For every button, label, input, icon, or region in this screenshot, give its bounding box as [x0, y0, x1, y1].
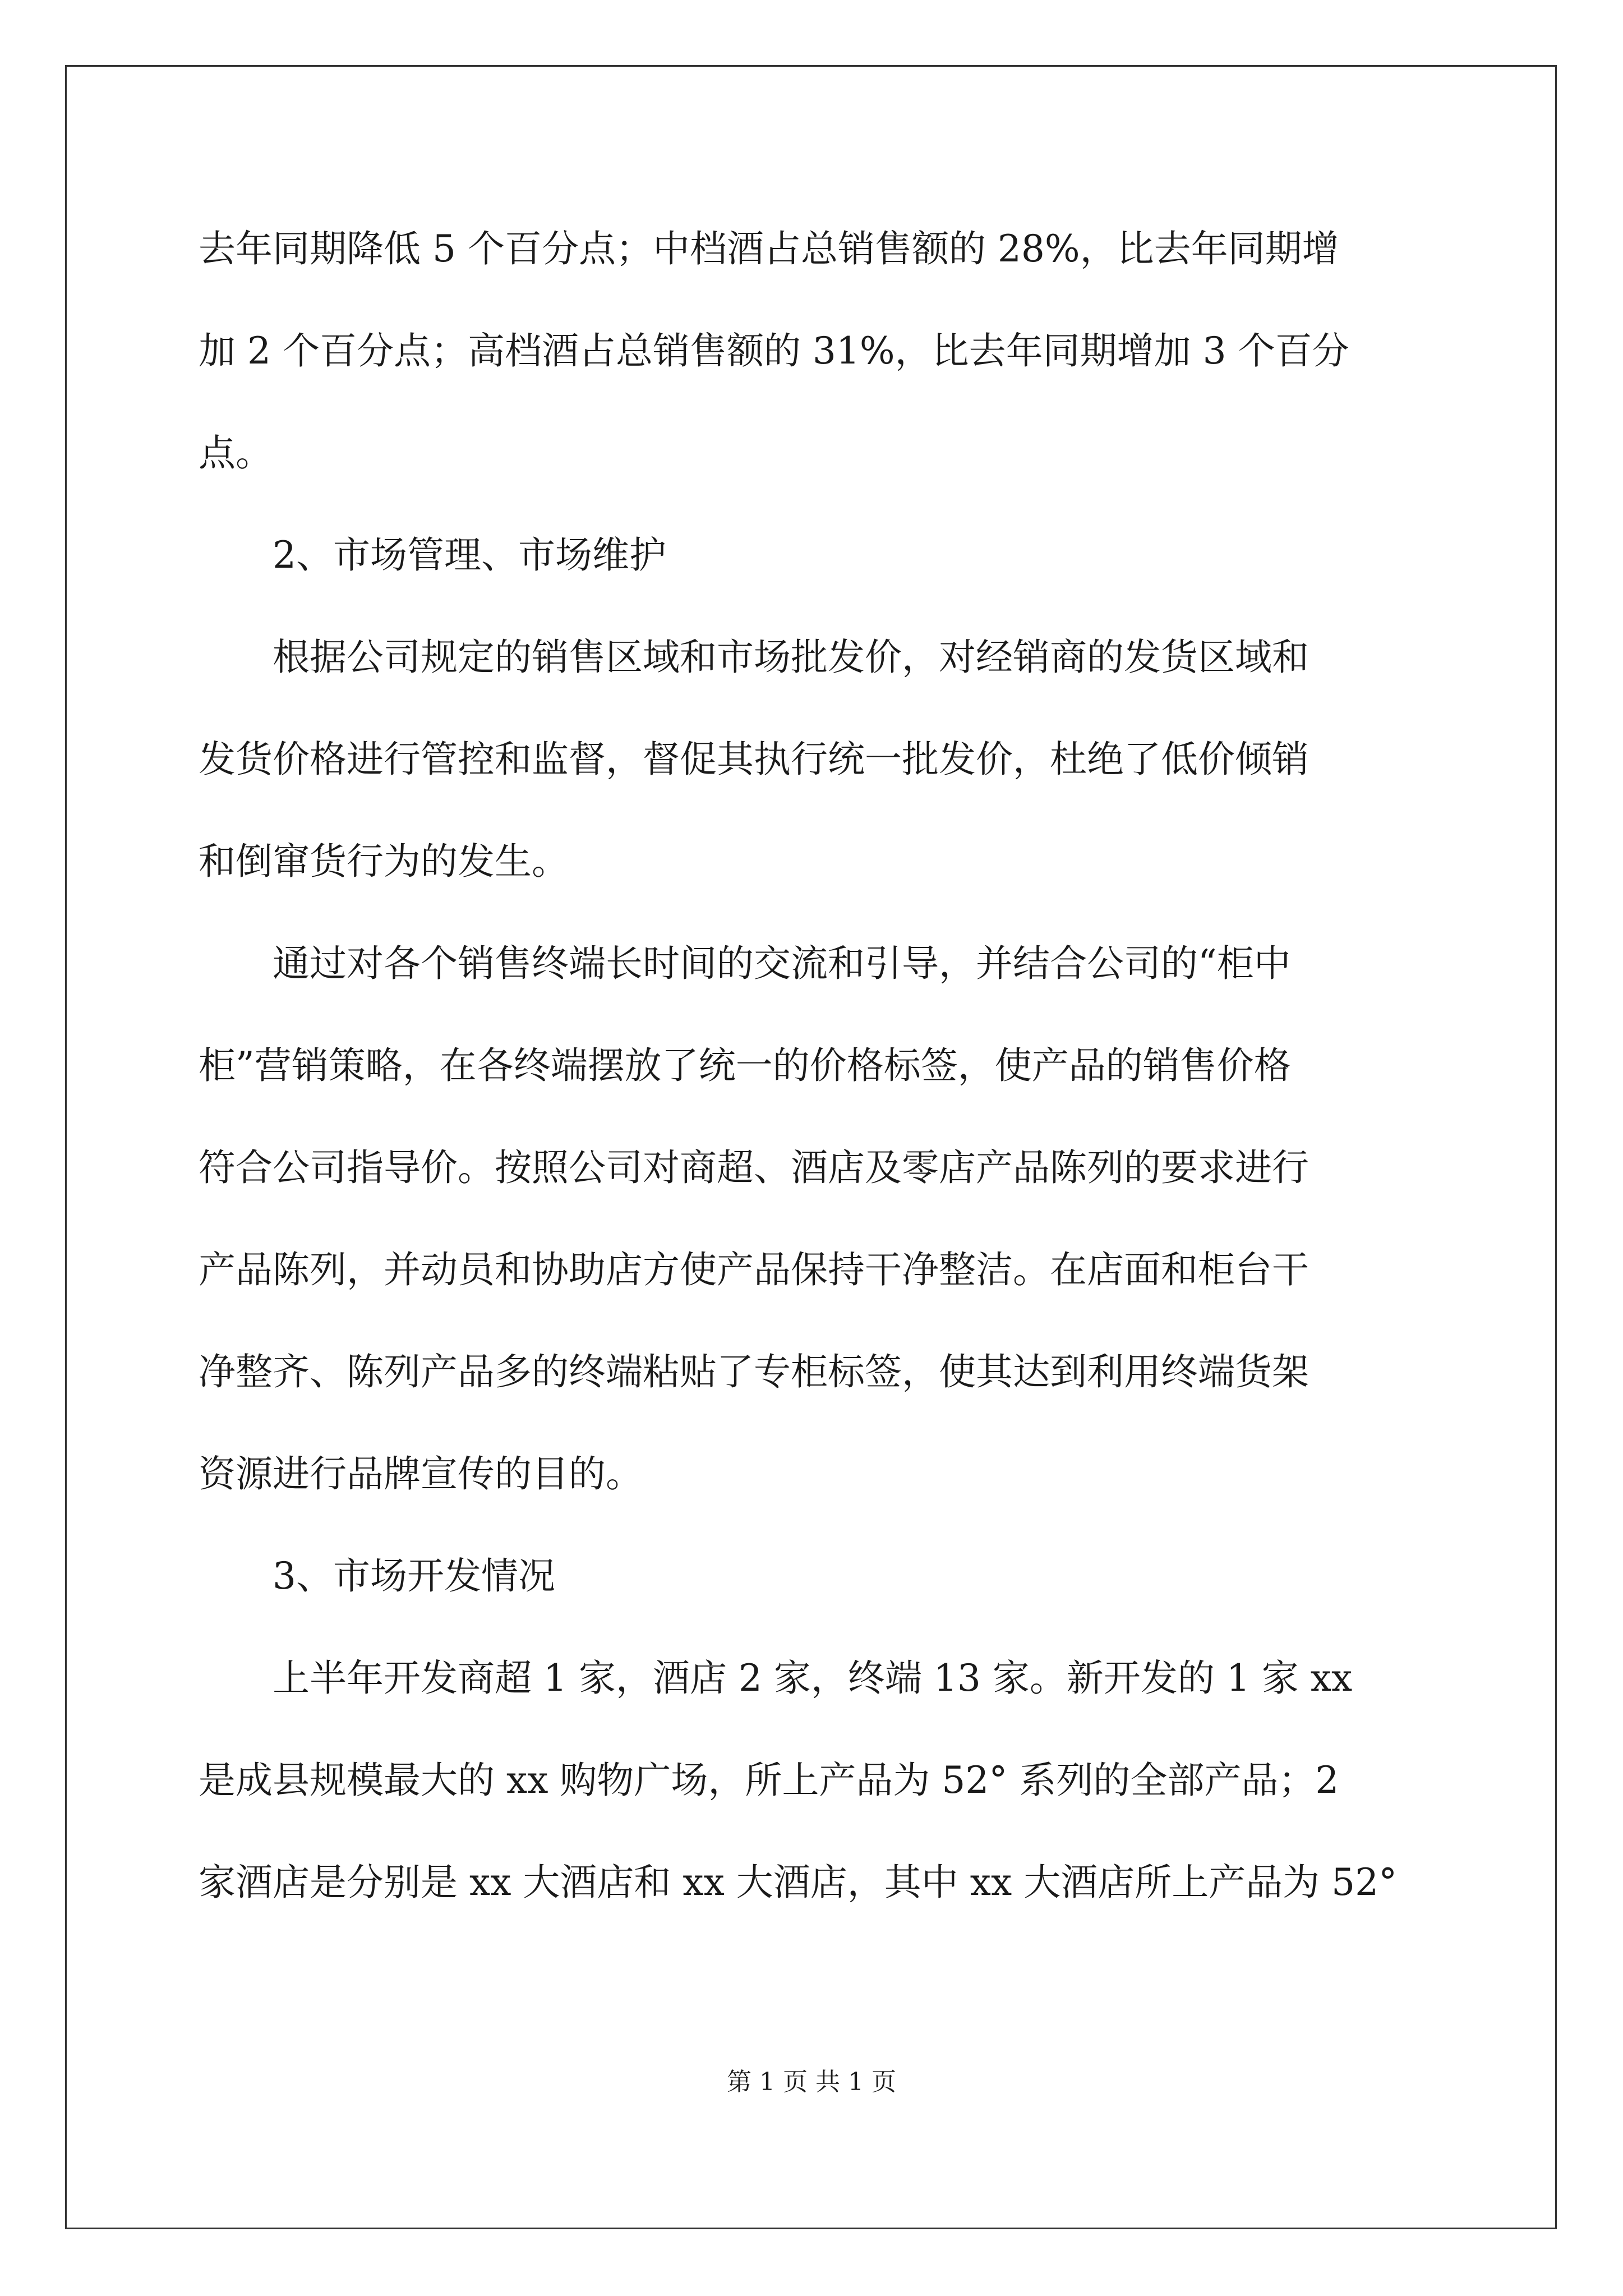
text-line-5: 根据公司规定的销售区域和市场批发价，对经销商的发货区域和 [273, 636, 1309, 679]
text-line-11: 产品陈列，并动员和协助店方使产品保持干净整洁。在店面和柜台干 [199, 1248, 1309, 1291]
text-line-6: 发货价格进行管控和监督，督促其执行统一批发价，杜绝了低价倾销 [199, 738, 1309, 781]
text-line-13: 资源进行品牌宣传的目的。 [199, 1452, 643, 1496]
text-line-2: 加 2 个百分点；高档酒占总销售额的 31%，比去年同期增加 3 个百分 [199, 329, 1349, 372]
section-heading-2: 2、市场管理、市场维护 [273, 533, 666, 577]
text-line-3: 点。 [199, 431, 273, 475]
text-line-7: 和倒窜货行为的发生。 [199, 840, 569, 883]
text-line-17: 家酒店是分别是 xx 大酒店和 xx 大酒店，其中 xx 大酒店所上产品为 52° [199, 1861, 1398, 1904]
text-line-16: 是成县规模最大的 xx 购物广场，所上产品为 52° 系列的全部产品；2 [199, 1759, 1339, 1802]
text-line-9: 柜”营销策略，在各终端摆放了统一的价格标签，使产品的销售价格 [199, 1044, 1291, 1087]
text-line-1: 去年同期降低 5 个百分点；中档酒占总销售额的 28%，比去年同期增 [199, 227, 1339, 270]
section-heading-3: 3、市场开发情况 [273, 1554, 555, 1598]
text-line-15: 上半年开发商超 1 家，酒店 2 家，终端 13 家。新开发的 1 家 xx [273, 1657, 1353, 1700]
text-line-10: 符合公司指导价。按照公司对商超、酒店及零店产品陈列的要求进行 [199, 1146, 1309, 1189]
text-line-8: 通过对各个销售终端长时间的交流和引导，并结合公司的“柜中 [273, 942, 1291, 985]
text-line-12: 净整齐、陈列产品多的终端粘贴了专柜标签，使其达到利用终端货架 [199, 1350, 1309, 1393]
document-body [199, 215, 1424, 1951]
page-footer: 第 1 页 共 1 页 [727, 2068, 896, 2096]
